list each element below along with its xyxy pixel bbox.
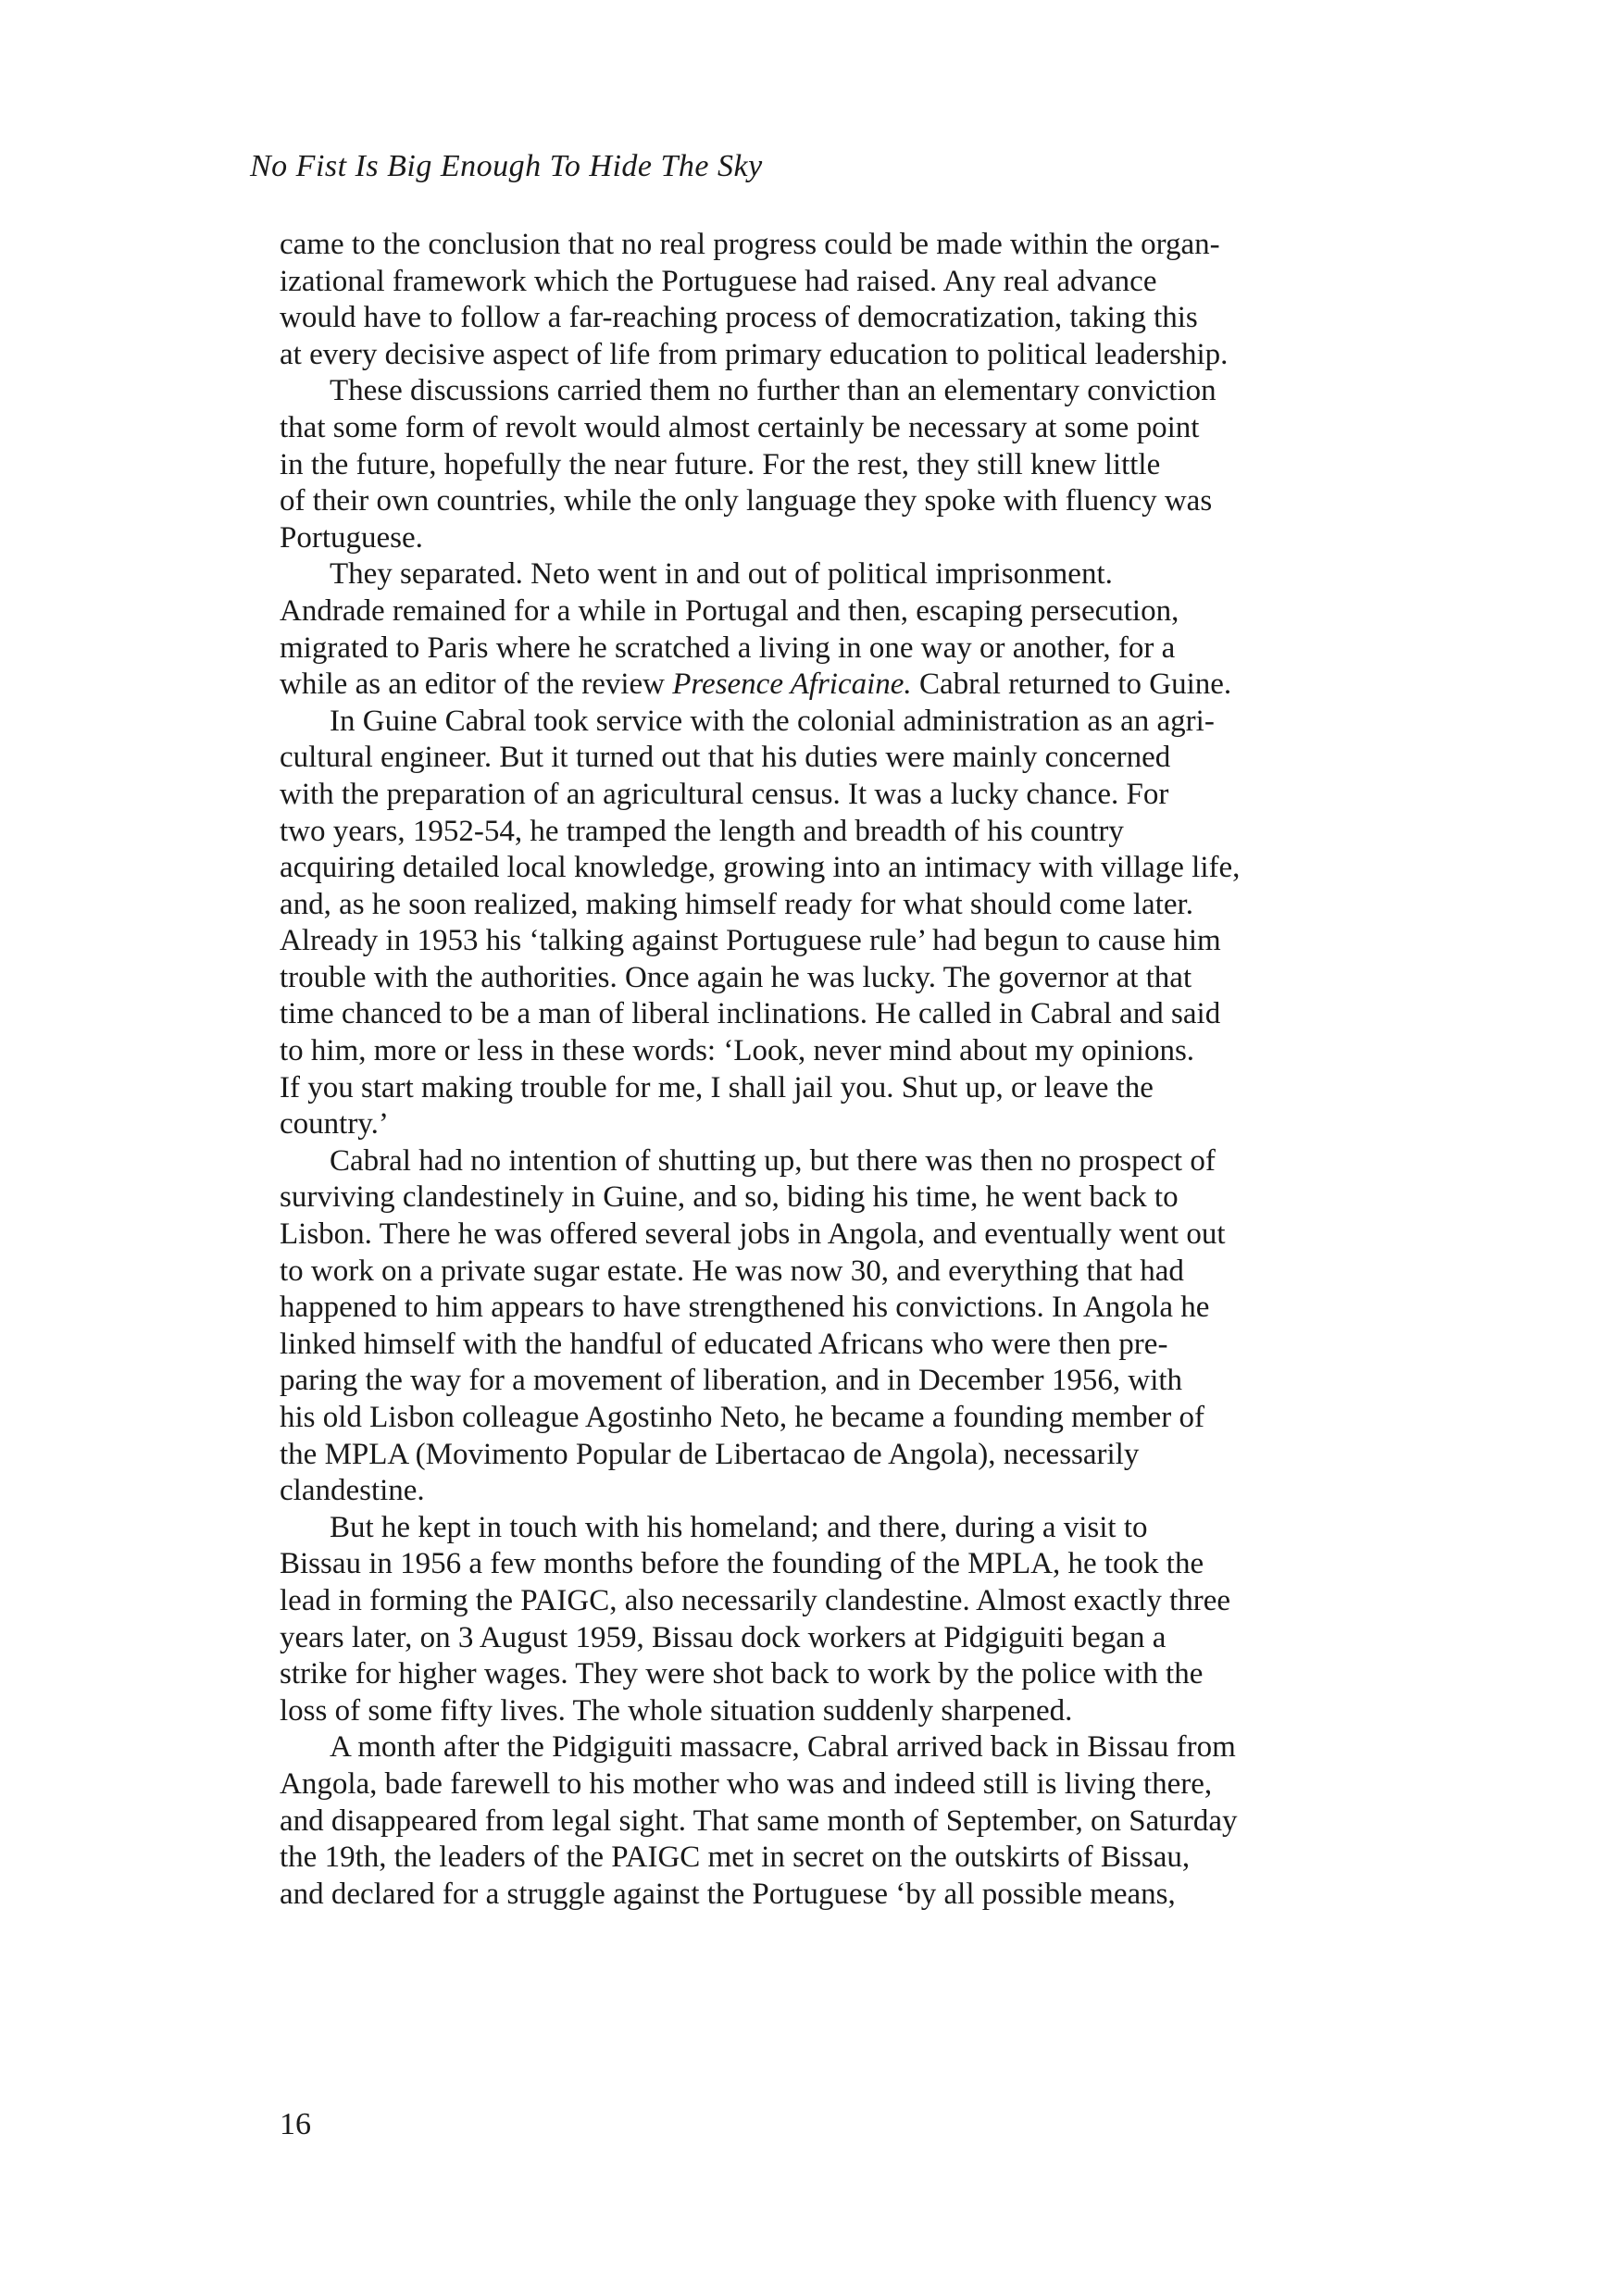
text-line <box>280 704 1391 741</box>
line-text: But he kept in touch with his homeland; and there, during a visit to <box>330 1510 1148 1544</box>
line-text: Portuguese. <box>280 520 423 555</box>
text-line <box>280 777 1391 814</box>
text-line <box>280 1437 1391 1474</box>
line-text: They separated. Neto went in and out of political imprisonment. <box>330 557 1113 592</box>
line-text: lead in forming the PAIGC, also necessarily clandestine. Almost exactly three <box>280 1583 1231 1617</box>
text-line <box>280 520 1391 557</box>
text-line <box>280 1546 1391 1583</box>
running-head: No Fist Is Big Enough To Hide The Sky <box>250 149 763 183</box>
line-text: in the future, hopefully the near future. For the rest, they still knew little <box>280 447 1161 481</box>
text-line <box>280 1070 1391 1107</box>
text-line <box>280 410 1391 447</box>
text-line <box>280 740 1391 777</box>
text-line <box>280 1217 1391 1254</box>
text-line <box>280 1400 1391 1437</box>
line-text: country.’ <box>280 1107 389 1142</box>
text-line <box>280 630 1391 668</box>
text-line <box>280 1290 1391 1327</box>
line-text: paring the way for a movement of liberation, and in December 1956, with <box>280 1364 1183 1398</box>
publication-title: Presence Africaine. <box>672 668 912 702</box>
line-text: linked himself with the handful of educated Africans who were then pre- <box>280 1327 1168 1361</box>
line-text: These discussions carried them no further than an elementary conviction <box>330 374 1216 408</box>
page-number: 16 <box>280 2107 311 2141</box>
text-line <box>280 667 1391 704</box>
text-line <box>280 300 1391 337</box>
line-text: Andrade remained for a while in Portugal and then, escaping persecution, <box>280 593 1179 628</box>
text-line <box>280 1363 1391 1400</box>
line-text: happened to him appears to have strengthened his convictions. In Angola he <box>280 1291 1210 1325</box>
line-text: trouble with the authorities. Once again he was lucky. The governor at that <box>280 960 1192 994</box>
text-line <box>280 556 1391 593</box>
text-line <box>280 1656 1391 1693</box>
text-line <box>280 1106 1391 1143</box>
line-text: and disappeared from legal sight. That same month of September, on Saturday <box>280 1803 1238 1838</box>
paragraph <box>280 1729 1391 1913</box>
line-text: his old Lisbon colleague Agostinho Neto, he became a founding member of <box>280 1401 1204 1434</box>
text-line <box>280 1327 1391 1364</box>
line-text: at every decisive aspect of life from primary education to political leadership. <box>280 337 1229 371</box>
line-text: Cabral returned to Guine. <box>911 668 1232 702</box>
text-line <box>280 337 1391 374</box>
line-text: migrated to Paris where he scratched a living in one way or another, for a <box>280 630 1176 665</box>
line-text: two years, 1952-54, he tramped the length and breadth of his country <box>280 814 1124 848</box>
text-line <box>280 1729 1391 1766</box>
line-text: and declared for a struggle against the Portuguese ‘by all possible means, <box>280 1877 1176 1911</box>
paragraph <box>280 704 1391 1143</box>
line-text: would have to follow a far-reaching process of democratization, taking this <box>280 301 1198 335</box>
line-text: strike for higher wages. They were shot back to work by the police with the <box>280 1657 1204 1691</box>
line-text: loss of some fifty lives. The whole situation suddenly sharpened. <box>280 1693 1073 1728</box>
line-text: to him, more or less in these words: ‘Look, never mind about my opinions. <box>280 1034 1195 1068</box>
line-text: while as an editor of the review <box>280 668 673 702</box>
text-line <box>280 593 1391 630</box>
paragraph <box>280 1143 1391 1510</box>
line-text: Angola, bade farewell to his mother who was and indeed still is living there, <box>280 1766 1213 1801</box>
text-line <box>280 1179 1391 1217</box>
line-text: Bissau in 1956 a few months before the founding of the MPLA, he took the <box>280 1547 1204 1581</box>
text-line <box>280 1693 1391 1730</box>
text-line <box>280 1877 1391 1914</box>
text-line <box>280 923 1391 960</box>
text-line <box>280 1254 1391 1291</box>
text-line <box>280 1803 1391 1841</box>
text-line <box>280 996 1391 1033</box>
line-text: Already in 1953 his ‘talking against Portuguese rule’ had begun to cause him <box>280 924 1221 958</box>
line-text: time chanced to be a man of liberal inclinations. He called in Cabral and said <box>280 997 1221 1031</box>
text-line <box>280 1620 1391 1657</box>
line-text: to work on a private sugar estate. He was now 30, and everything that had <box>280 1254 1184 1288</box>
text-line <box>280 483 1391 520</box>
text-line <box>280 1510 1391 1547</box>
line-text: If you start making trouble for me, I shall jail you. Shut up, or leave the <box>280 1070 1154 1104</box>
line-text: A month after the Pidgiguiti massacre, Cabral arrived back in Bissau from <box>330 1730 1236 1765</box>
text-line <box>280 887 1391 924</box>
line-text: years later, on 3 August 1959, Bissau dock workers at Pidgiguiti began a <box>280 1620 1167 1654</box>
line-text: of their own countries, while the only language they spoke with fluency was <box>280 484 1213 518</box>
body-text <box>280 227 1391 1913</box>
text-line <box>280 1840 1391 1877</box>
paragraph <box>280 1510 1391 1730</box>
line-text: cultural engineer. But it turned out that his duties were mainly concerned <box>280 741 1171 775</box>
text-line <box>280 447 1391 484</box>
line-text: In Guine Cabral took service with the colonial administration as an agri- <box>330 704 1215 738</box>
line-text: clandestine. <box>280 1474 425 1508</box>
line-text: that some form of revolt would almost certainly be necessary at some point <box>280 410 1200 444</box>
paragraph <box>280 373 1391 556</box>
line-text: Cabral had no intention of shutting up, but there was then no prospect of <box>330 1143 1216 1178</box>
text-line <box>280 1143 1391 1180</box>
line-text: surviving clandestinely in Guine, and so, biding his time, he went back to <box>280 1180 1179 1215</box>
text-line <box>280 960 1391 997</box>
line-text: Lisbon. There he was offered several jobs in Angola, and eventually went out <box>280 1217 1226 1252</box>
text-line <box>280 264 1391 301</box>
paragraph <box>280 556 1391 703</box>
text-line <box>280 1583 1391 1620</box>
text-line <box>280 850 1391 887</box>
text-line <box>280 373 1391 410</box>
text-line <box>280 814 1391 851</box>
paragraph <box>280 227 1391 373</box>
line-text: izational framework which the Portuguese had raised. Any real advance <box>280 264 1157 298</box>
text-line <box>280 227 1391 264</box>
text-line <box>280 1033 1391 1070</box>
line-text: with the preparation of an agricultural census. It was a lucky chance. For <box>280 777 1169 811</box>
line-text: acquiring detailed local knowledge, growing into an intimacy with village life, <box>280 851 1241 885</box>
line-text: the MPLA (Movimento Popular de Libertacao de Angola), necessarily <box>280 1437 1140 1471</box>
line-text: and, as he soon realized, making himself ready for what should come later. <box>280 887 1193 921</box>
text-line <box>280 1766 1391 1803</box>
line-text: the 19th, the leaders of the PAIGC met in secret on the outskirts of Bissau, <box>280 1841 1191 1875</box>
line-text: came to the conclusion that no real progress could be made within the organ- <box>280 228 1220 261</box>
text-line <box>280 1473 1391 1510</box>
